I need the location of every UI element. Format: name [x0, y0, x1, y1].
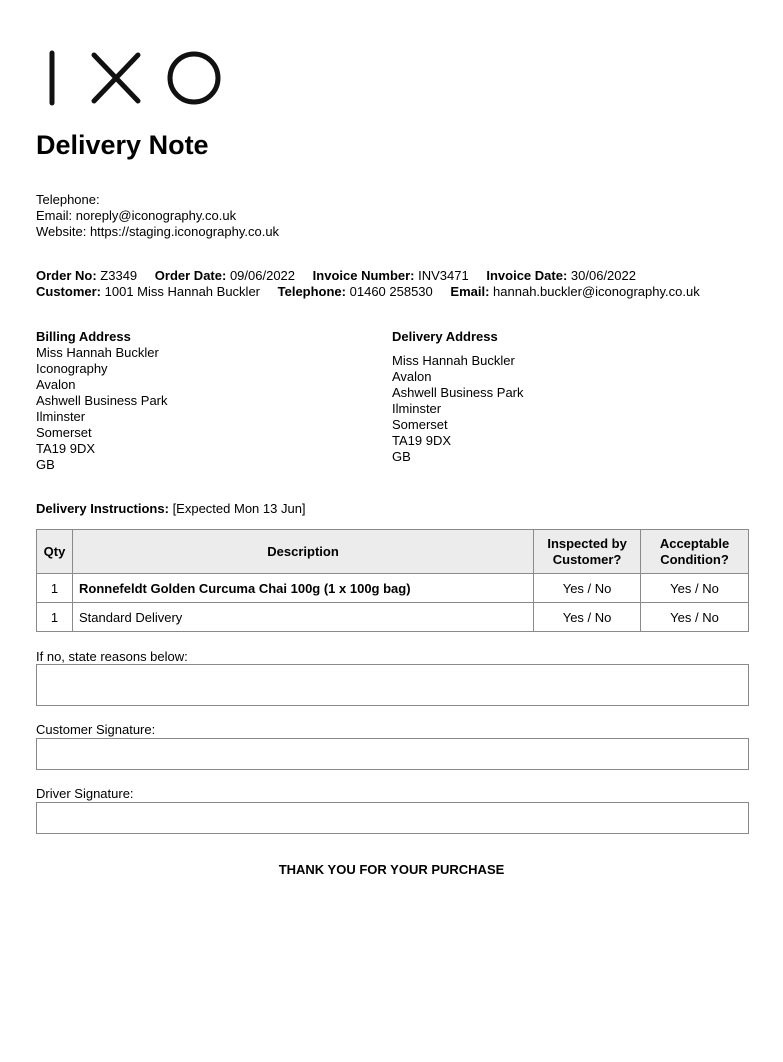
- row-description: Ronnefeldt Golden Curcuma Chai 100g (1 x 100g bag): [72, 574, 533, 603]
- order-details: [36, 268, 714, 300]
- address-line: Iconography: [36, 361, 108, 376]
- invoice-date: Invoice Date: 30/06/2022: [486, 268, 636, 283]
- billing-address: [36, 329, 168, 473]
- row-acceptable: Yes / No: [641, 574, 749, 603]
- delivery-instructions-value: [Expected Mon 13 Jun]: [172, 501, 306, 516]
- address-line: Ilminster: [392, 401, 442, 416]
- address-line: Avalon: [392, 369, 432, 384]
- reasons-label: If no, state reasons below:: [36, 649, 188, 664]
- customer: Customer: 1001 Miss Hannah Buckler: [36, 284, 260, 299]
- address-line: Miss Hannah Buckler: [36, 345, 159, 360]
- address-line: Ashwell Business Park: [392, 385, 524, 400]
- header-description: Description: [72, 530, 533, 574]
- delivery-instructions-label: Delivery Instructions:: [36, 501, 169, 516]
- reasons-box[interactable]: [36, 664, 749, 706]
- row-acceptable: Yes / No: [641, 603, 749, 632]
- row-inspected: Yes / No: [534, 574, 641, 603]
- row-qty: 1: [37, 603, 73, 632]
- customer-telephone: Telephone: 01460 258530: [277, 284, 433, 299]
- customer-signature-box[interactable]: [36, 738, 749, 770]
- company-contact: [36, 192, 279, 240]
- address-line: Somerset: [36, 425, 92, 440]
- address-line: GB: [392, 449, 411, 464]
- row-inspected: Yes / No: [534, 603, 641, 632]
- delivery-address-heading: Delivery Address: [392, 329, 498, 344]
- address-line: TA19 9DX: [36, 441, 96, 456]
- table-row: [37, 603, 749, 632]
- header-acceptable: Acceptable Condition?: [641, 530, 749, 574]
- delivery-address: [392, 329, 524, 465]
- items-table: [36, 529, 749, 632]
- row-qty: 1: [37, 574, 73, 603]
- address-line: Ilminster: [36, 409, 86, 424]
- table-header-row: [37, 530, 749, 574]
- delivery-instructions: [36, 501, 306, 517]
- address-line: Avalon: [36, 377, 76, 392]
- company-website: Website: https://staging.iconography.co.uk: [36, 224, 280, 239]
- invoice-number: Invoice Number: INV3471: [312, 268, 469, 283]
- address-line: Miss Hannah Buckler: [392, 353, 515, 368]
- address-line: Somerset: [392, 417, 448, 432]
- address-line: Ashwell Business Park: [36, 393, 168, 408]
- customer-signature-label: Customer Signature:: [36, 722, 156, 737]
- driver-signature-box[interactable]: [36, 802, 749, 834]
- order-row: [36, 268, 714, 284]
- company-email: Email: noreply@iconography.co.uk: [36, 208, 237, 223]
- order-no: Order No: Z3349: [36, 268, 138, 283]
- billing-address-heading: Billing Address: [36, 329, 131, 344]
- table-row: [37, 574, 749, 603]
- customer-row: [36, 284, 714, 300]
- ixo-logo: [44, 48, 226, 108]
- driver-signature-label: Driver Signature:: [36, 786, 134, 801]
- customer-email: Email: hannah.buckler@iconography.co.uk: [450, 284, 700, 299]
- company-telephone: Telephone:: [36, 192, 100, 207]
- thank-you-message: THANK YOU FOR YOUR PURCHASE: [278, 862, 505, 877]
- header-inspected: Inspected by Customer?: [534, 530, 641, 574]
- row-description: Standard Delivery: [72, 603, 533, 632]
- order-date: Order Date: 09/06/2022: [154, 268, 296, 283]
- header-qty: Qty: [37, 530, 73, 574]
- document-title: Delivery Note: [36, 130, 209, 160]
- address-line: GB: [36, 457, 55, 472]
- address-line: TA19 9DX: [392, 433, 452, 448]
